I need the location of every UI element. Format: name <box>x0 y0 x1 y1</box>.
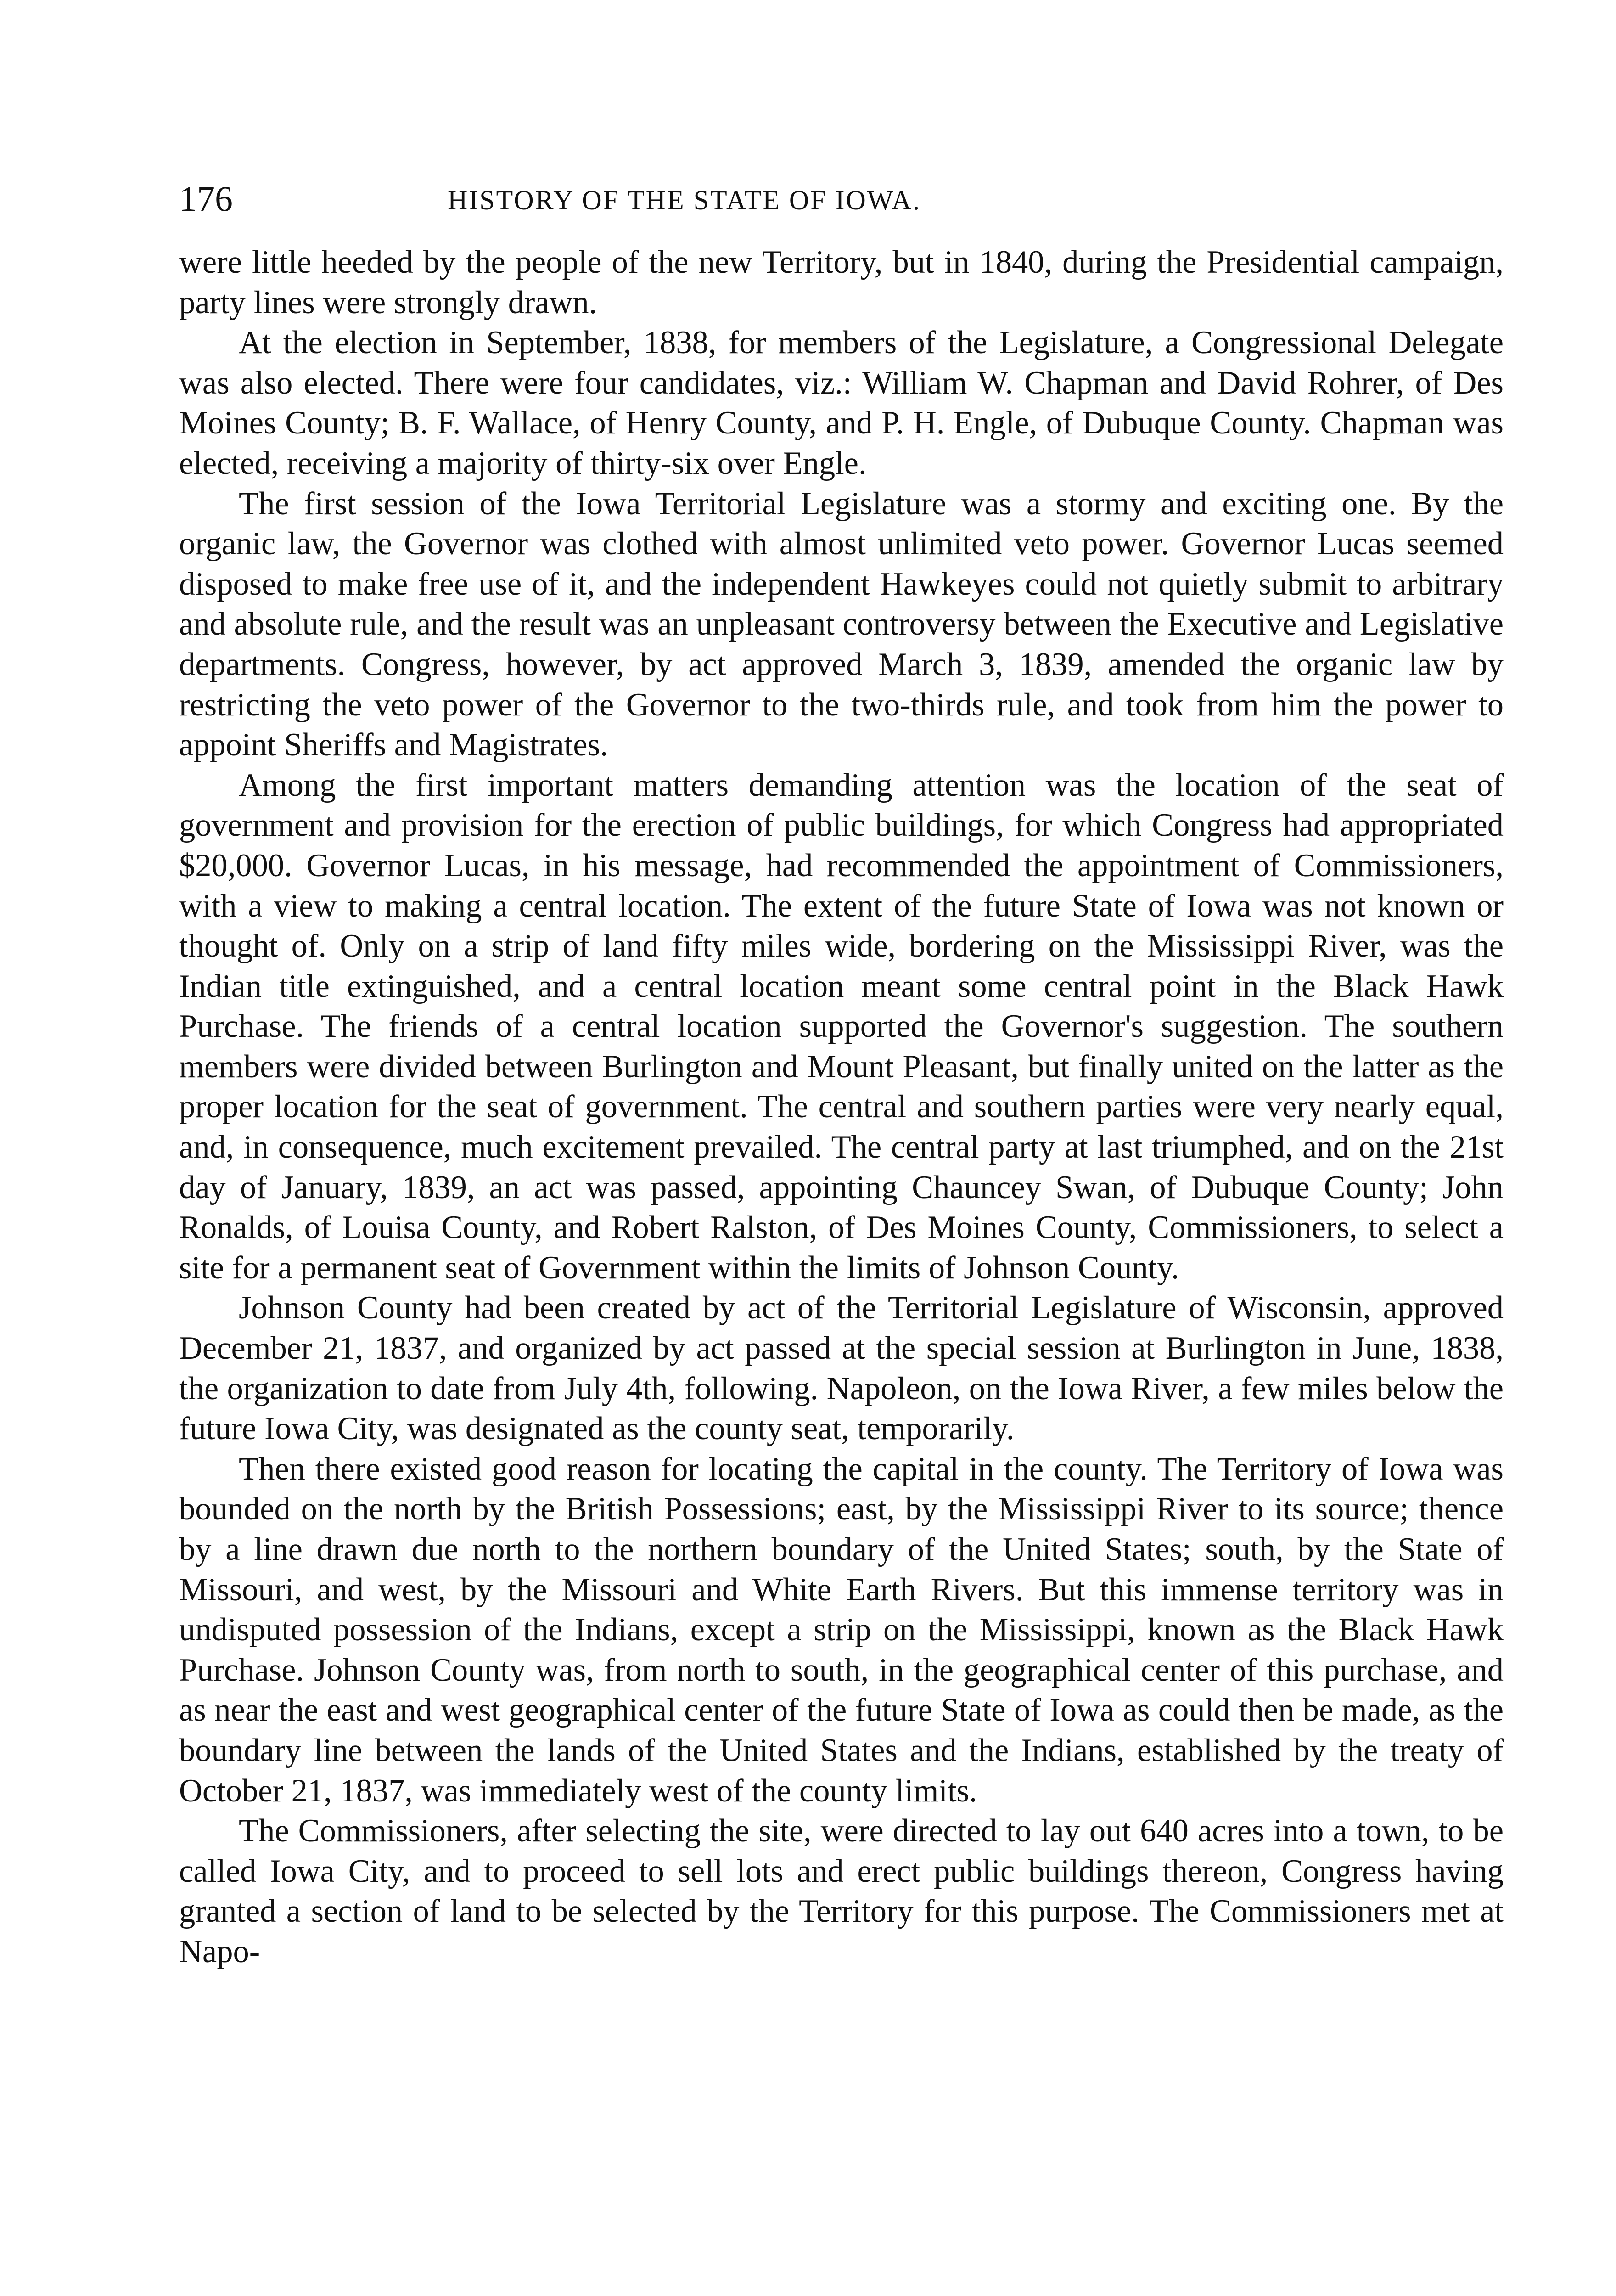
paragraph-election-1838: At the election in September, 1838, for members of the Legislature, a Congressional Delegate was also elected. There were four candidates, viz.: William W. Chapman and David Rohrer, of Des Moines County; B. F. Wallace, of Henry County, and P. H. Engle, of Dubuque County. Chapman was elected, receiving a majority of thirty-six over Engle. <box>179 325 1504 481</box>
body-text <box>179 242 1504 1972</box>
paragraph-first-session: The first session of the Iowa Territorial Legislature was a stormy and exciting one. By the organic law, the Governor was clothed with almost unlimited veto power. Governor Lucas seemed disposed to make free use of it, and the independent Hawkeyes could not quietly submit to arbitrary and absolute rule, and the result was an unpleasant controversy between the Executive and Legislative departments. Congress, however, by act approved March 3, 1839, amended the organic law by restricting the veto power of the Governor to the two-thirds rule, and took from him the power to appoint Sheriffs and Magistrates. <box>179 485 1504 763</box>
paragraph-commissioners: The Commissioners, after selecting the site, were directed to lay out 640 acres into a town, to be called Iowa City, and to proceed to sell lots and erect public buildings thereon, Congress having granted a section of land to be selected by the Territory for this purpose. The Commissioners met at Napo- <box>179 1813 1504 1970</box>
paragraph-territory-bounds: Then there existed good reason for locating the capital in the county. The Territory of Iowa was bounded on the north by the British Possessions; east, by the Mississippi River to its source; thence by a line drawn due north to the northern boundary of the United States; south, by the State of Missouri, and west, by the Missouri and White Earth Rivers. But this immense territory was in undisputed possession of the Indians, except a strip on the Mississippi, known as the Black Hawk Purchase. Johnson County was, from north to south, in the geographical center of this purchase, and as near the east and west geographical center of the future State of Iowa as could then be made, as the boundary line between the lands of the United States and the Indians, established by the treaty of October 21, 1837, was immediately west of the county limits. <box>179 1451 1504 1809</box>
paragraph-continuation: were little heeded by the people of the new Territory, but in 1840, during the Presidential campaign, party lines were strongly drawn. <box>179 244 1504 321</box>
page-header <box>179 178 1504 219</box>
running-head: HISTORY OF THE STATE OF IOWA. <box>448 185 921 215</box>
paragraph-seat-of-government: Among the first important matters demanding attention was the location of the seat of government and provision for the erection of public buildings, for which Congress had appropriated $20,000. Governor Lucas, in his message, had recommended the appointment of Commissioners, with a view to making a central location. The extent of the future State of Iowa was not known or thought of. Only on a strip of land fifty miles wide, bordering on the Mississippi River, was the Indian title extinguished, and a central location meant some central point in the Black Hawk Purchase. The friends of a central location supported the Governor's suggestion. The southern members were divided between Burlington and Mount Pleasant, but finally united on the latter as the proper location for the seat of government. The central and southern parties were very nearly equal, and, in consequence, much excitement prevailed. The central party at last triumphed, and on the 21st day of January, 1839, an act was passed, appointing Chauncey Swan, of Dubuque County; John Ronalds, of Louisa County, and Robert Ralston, of Des Moines County, Commissioners, to select a site for a permanent seat of Government within the limits of Johnson County. <box>179 767 1504 1286</box>
paragraph-johnson-county: Johnson County had been created by act of the Territorial Legislature of Wisconsin, approved December 21, 1837, and organized by act passed at the special session at Burlington in June, 1838, the organization to date from July 4th, following. Napoleon, on the Iowa River, a few miles below the future Iowa City, was designated as the county seat, temporarily. <box>179 1290 1504 1447</box>
page-number: 176 <box>179 179 233 219</box>
